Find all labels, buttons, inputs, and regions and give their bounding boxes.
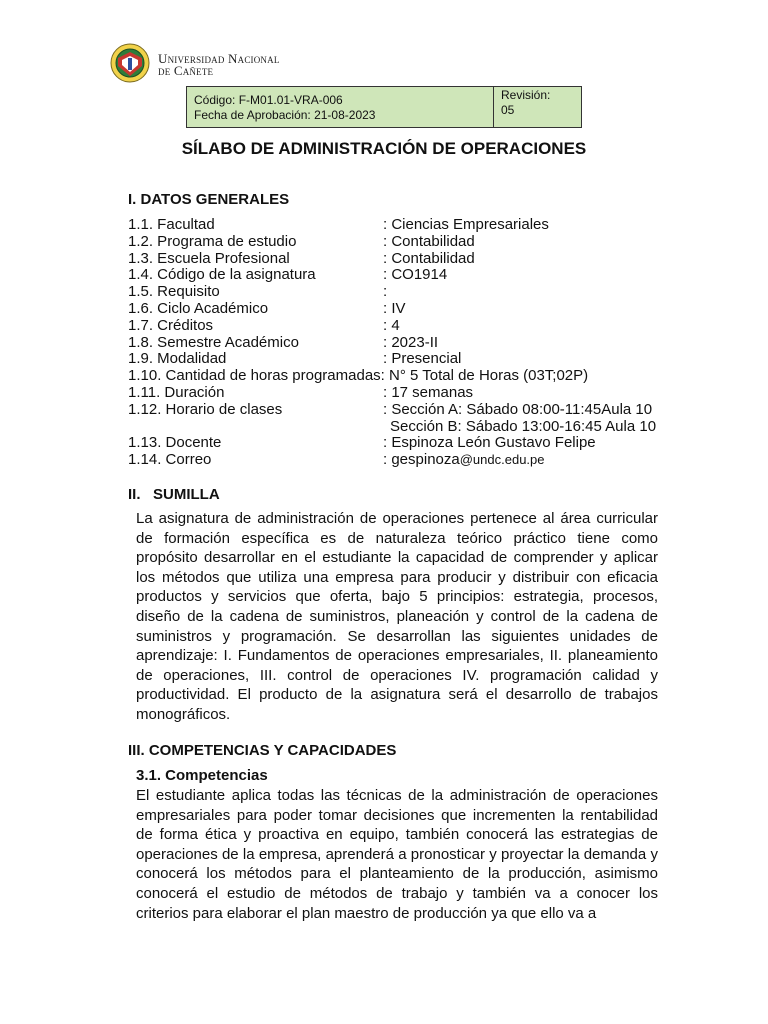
- datos-value-email: [383, 452, 545, 469]
- university-name: [158, 53, 280, 77]
- subheading-competencias: 3.1. Competencias: [136, 767, 268, 784]
- revision-value: 05: [501, 103, 515, 117]
- sumilla-heading-text: II. SUMILLA: [128, 486, 220, 503]
- page-title: SÍLABO DE ADMINISTRACIÓN DE OPERACIONES: [181, 139, 587, 158]
- datos-label: 1.4. Código de la asignatura: [128, 266, 316, 284]
- email-user: : gespinoza: [383, 451, 460, 469]
- document-code: Código: F-M01.01-VRA-006: [194, 93, 343, 107]
- datos-value: Sección B: Sábado 13:00-16:45 Aula 10: [390, 417, 657, 435]
- datos-label: 1.5. Requisito: [128, 283, 220, 301]
- datos-label: 1.11. Duración: [128, 383, 225, 401]
- datos-value: : Presencial: [383, 350, 462, 368]
- datos-value: : 2023-II: [383, 333, 439, 351]
- datos-value: : Espinoza León Gustavo Felipe: [383, 434, 596, 452]
- datos-label: 1.8. Semestre Académico: [128, 333, 299, 351]
- datos-value: : 17 semanas: [383, 383, 474, 401]
- section-heading-sumilla: [128, 486, 220, 503]
- datos-value: : Contabilidad: [383, 249, 475, 267]
- university-name-line1: Universidad Nacional: [158, 51, 280, 66]
- datos-label: 1.1. Facultad: [128, 216, 215, 233]
- datos-label: 1.9. Modalidad: [128, 350, 227, 368]
- datos-value: : CO1914: [383, 266, 448, 284]
- revision-label: Revisión:: [501, 88, 551, 102]
- datos-value: : Sección A: Sábado 08:00-11:45Aula 10: [383, 400, 653, 418]
- datos-label: 1.3. Escuela Profesional: [128, 249, 290, 267]
- datos-label: 1.10. Cantidad de horas programadas: N° 5 Total de Horas (03T;02P): [128, 367, 589, 385]
- approval-date: Fecha de Aprobación: 21-08-2023: [194, 108, 376, 122]
- email-domain: @undc.edu.pe: [459, 452, 545, 468]
- sumilla-paragraph: La asignatura de administración de operaciones pertenece al área curricular de formación específica es de naturaleza teórico práctico tiene como propósito desarrollar en el estudiante la capacidad de comprender y aplicar los métodos que utiliza una empresa para producir y distribuir con eficacia productos y servicios que oferta, bajo 5 principios: estrategia, procesos, diseño de la cadena de suministros, planeación y control de la cadena de suministros y programación. Se desarrollan las siguientes unidades de aprendizaje: I. Fundamentos de operaciones empresariales, II. planeamiento de operaciones, III. control de operaciones IV. programación calidad y productividad. El producto de la asignatura será el desarrollo de trabajos monográficos.: [136, 510, 658, 723]
- datos-label: 1.12. Horario de clases: [128, 400, 283, 418]
- section-heading-competencias: III. COMPETENCIAS Y CAPACIDADES: [128, 742, 397, 759]
- datos-label: 1.6. Ciclo Académico: [128, 299, 269, 317]
- document-code-box: [186, 86, 582, 128]
- datos-value: : IV: [383, 299, 406, 317]
- university-seal-logo: [110, 42, 150, 84]
- datos-label: 1.7. Créditos: [128, 316, 214, 334]
- datos-value: : 4: [383, 316, 400, 334]
- university-name-line2: de Cañete: [158, 63, 214, 78]
- datos-label: 1.2. Programa de estudio: [128, 232, 297, 250]
- datos-label: 1.14. Correo: [128, 451, 212, 469]
- datos-value: : Contabilidad: [383, 232, 475, 250]
- revision-cell: [493, 87, 581, 127]
- datos-value: :: [383, 283, 388, 301]
- datos-value: : Ciencias Empresariales: [383, 216, 549, 233]
- datos-label: 1.13. Docente: [128, 434, 222, 452]
- competencias-paragraph: El estudiante aplica todas las técnicas de la administración de operaciones empresariales para poder tomar decisiones que incrementen la rentabilidad de forma ética y proactiva en equipo, también conocerá las estrategias de operaciones de la empresa, aprenderá a pronosticar y proyectar la demanda y conocerá los métodos para el planteamiento de la producción, asimismo conocerá el estudio de métodos de trabajo y también va a conocer los criterios para elaborar el plan maestro de producción ya que ello va a: [136, 787, 658, 922]
- section-heading-datos-generales: I. DATOS GENERALES: [128, 191, 290, 208]
